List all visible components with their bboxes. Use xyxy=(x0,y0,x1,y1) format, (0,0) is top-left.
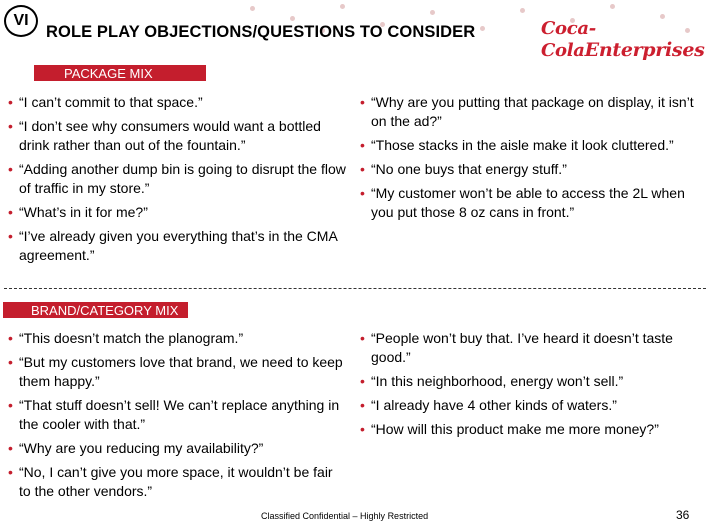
bullet-icon: • xyxy=(8,204,13,220)
list-item: • “But my customers love that brand, we need to keep them happy.” xyxy=(8,354,343,389)
bullet-icon: • xyxy=(8,440,13,456)
bullet-icon: • xyxy=(8,330,13,346)
list-item: • “No, I can’t give you more space, it wouldn’t be fair to the other vendors.” xyxy=(8,464,333,499)
list-item: • “Those stacks in the aisle make it look cluttered.” xyxy=(360,137,674,153)
list-item: • “I already have 4 other kinds of waters.” xyxy=(360,397,617,413)
brand-mix-right-list xyxy=(360,329,700,444)
list-item: • “My customer won’t be able to access the 2L when you put those 8 oz cans in front.” xyxy=(360,185,685,220)
list-item: • “I don’t see why consumers would want a bottled drink rather than out of the fountain.” xyxy=(8,118,321,153)
bullet-icon: • xyxy=(360,161,365,177)
bullet-icon: • xyxy=(360,421,365,437)
list-item: • “Why are you reducing my availability?” xyxy=(8,440,264,456)
bullet-icon: • xyxy=(8,354,13,370)
list-item: • “That stuff doesn’t sell! We can’t replace anything in the cooler with that.” xyxy=(8,397,340,432)
list-item: • “Adding another dump bin is going to disrupt the flow of traffic in my store.” xyxy=(8,161,346,196)
list-item: • “How will this product make me more money?” xyxy=(360,421,659,437)
bullet-icon: • xyxy=(360,185,365,201)
logo-enterprises-text: Enterprises xyxy=(584,39,705,61)
list-item: • “What’s in it for me?” xyxy=(8,204,148,220)
list-item: • “No one buys that energy stuff.” xyxy=(360,161,567,177)
bullet-icon: • xyxy=(8,118,13,134)
bullet-icon: • xyxy=(360,137,365,153)
page-title: ROLE PLAY OBJECTIONS/QUESTIONS TO CONSIDER xyxy=(46,23,476,41)
logo-coca-cola-text: Coca-Cola xyxy=(541,18,596,61)
bullet-icon: • xyxy=(8,397,13,413)
list-item: • “I can’t commit to that space.” xyxy=(8,94,203,110)
page-number: 36 xyxy=(676,508,690,522)
list-item: • “Why are you putting that package on display, it isn’t on the ad?” xyxy=(360,94,694,129)
brand-category-mix-label: BRAND/CATEGORY MIX xyxy=(3,302,188,318)
bullet-icon: • xyxy=(8,94,13,110)
section-divider xyxy=(4,288,706,289)
list-item: • “I’ve already given you everything that’s in the CMA agreement.” xyxy=(8,228,338,263)
bullet-icon: • xyxy=(8,464,13,480)
list-item: • “People won’t buy that. I’ve heard it doesn’t taste good.” xyxy=(360,330,673,365)
bullet-icon: • xyxy=(8,228,13,244)
section-number-badge: VI xyxy=(4,5,38,37)
package-mix-label: PACKAGE MIX xyxy=(34,65,206,81)
bullet-icon: • xyxy=(360,373,365,389)
brand-mix-left-list xyxy=(8,329,348,506)
package-mix-right-list xyxy=(360,93,700,227)
bullet-icon: • xyxy=(360,330,365,346)
bullet-icon: • xyxy=(360,94,365,110)
list-item: • “This doesn’t match the planogram.” xyxy=(8,330,244,346)
package-mix-left-list xyxy=(8,93,353,270)
classification-footer: Classified Confidential – Highly Restricted xyxy=(261,511,429,521)
bullet-icon: • xyxy=(360,397,365,413)
list-item: • “In this neighborhood, energy won’t sell.” xyxy=(360,373,624,389)
coca-cola-enterprises-logo xyxy=(541,17,706,61)
bullet-icon: • xyxy=(8,161,13,177)
